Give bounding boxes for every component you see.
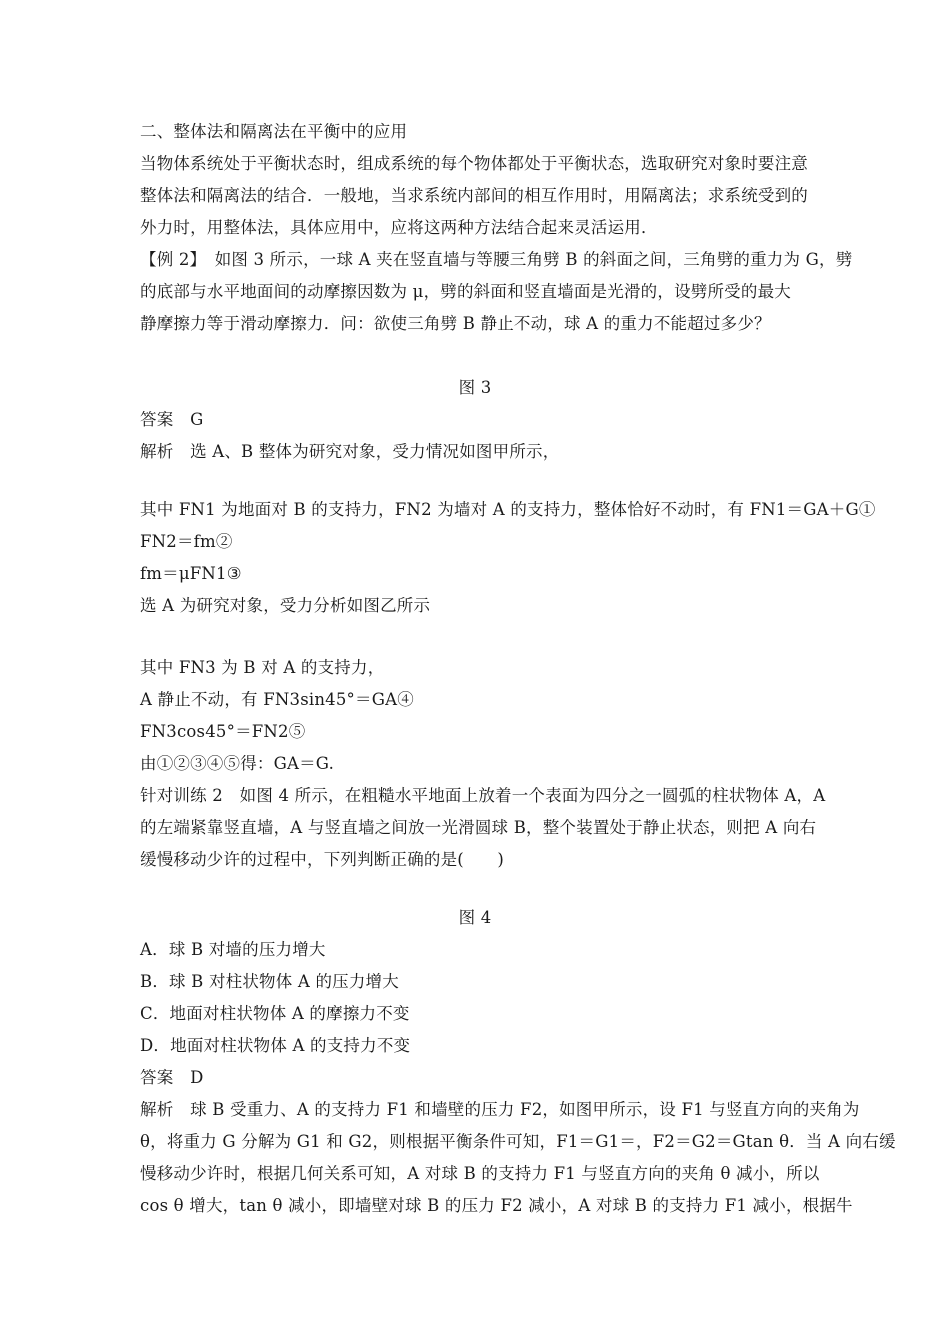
figure-3-caption: 图 3	[458, 378, 492, 397]
practice2-analysis-line-2: θ，将重力 G 分解为 G1 和 G2，则根据平衡条件可知，F1＝G1＝，F2＝G2＝Gtan θ．当 A 向右缓	[140, 1132, 896, 1151]
example2-equation-5: FN3cos45°＝FN2⑤	[140, 722, 306, 741]
option-d: D．地面对柱状物体 A 的支持力不变	[140, 1036, 411, 1055]
practice2-analysis-line-4: cos θ 增大，tan θ 减小，即墙壁对球 B 的压力 F2 减小，A 对球 B 的支持力 F1 减小，根据牛	[140, 1196, 853, 1215]
option-c: C．地面对柱状物体 A 的摩擦力不变	[140, 1004, 410, 1023]
example2-answer: 答案 G	[140, 410, 204, 429]
example2-analysis-line-5: 选 A 为研究对象，受力分析如图乙所示	[140, 596, 431, 615]
example2-equation-2: FN2＝fm②	[140, 532, 233, 551]
practice2-answer: 答案 D	[140, 1068, 204, 1087]
example2-question-line-2: 的底部与水平地面间的动摩擦因数为 μ，劈的斜面和竖直墙面是光滑的，设劈所受的最大	[140, 282, 791, 301]
practice2-analysis-line-1: 解析 球 B 受重力、A 的支持力 F1 和墙壁的压力 F2，如图甲所示，设 F1 与竖直方向的夹角为	[140, 1100, 860, 1119]
intro-line-2: 整体法和隔离法的结合．一般地，当求系统内部间的相互作用时，用隔离法；求系统受到的	[140, 186, 808, 205]
practice2-question-line-2: 的左端紧靠竖直墙，A 与竖直墙之间放一光滑圆球 B，整个装置处于静止状态，则把 A 向右	[140, 818, 817, 837]
example2-result: 由①②③④⑤得：GA＝G.	[140, 754, 335, 773]
practice2-question-line-1: 针对训练 2 如图 4 所示，在粗糙水平地面上放着一个表面为四分之一圆弧的柱状物体 A，A	[140, 786, 826, 805]
example2-question-line-1: 【例 2】 如图 3 所示，一球 A 夹在竖直墙与等腰三角劈 B 的斜面之间，三角劈的重力为 G，劈	[140, 250, 853, 269]
section-heading: 二、整体法和隔离法在平衡中的应用	[140, 122, 408, 141]
option-b: B．球 B 对柱状物体 A 的压力增大	[140, 972, 399, 991]
intro-line-1: 当物体系统处于平衡状态时，组成系统的每个物体都处于平衡状态，选取研究对象时要注意	[140, 154, 808, 173]
example2-equation-3: fm＝μFN1③	[140, 564, 242, 583]
option-a: A．球 B 对墙的压力增大	[140, 940, 326, 959]
practice2-analysis-line-3: 慢移动少许时，根据几何关系可知，A 对球 B 的支持力 F1 与竖直方向的夹角 θ 减小，所以	[140, 1164, 820, 1183]
example2-analysis-line-2: 其中 FN1 为地面对 B 的支持力，FN2 为墙对 A 的支持力，整体恰好不动时，有 FN1＝GA＋G①	[140, 500, 876, 519]
example2-analysis-line-1: 解析 选 A、B 整体为研究对象，受力情况如图甲所示，	[140, 442, 560, 461]
practice2-question-line-3: 缓慢移动少许的过程中，下列判断正确的是( )	[140, 850, 504, 869]
intro-line-3: 外力时，用整体法，具体应用中，应将这两种方法结合起来灵活运用．	[140, 218, 658, 237]
example2-question-line-3: 静摩擦力等于滑动摩擦力．问：欲使三角劈 B 静止不动，球 A 的重力不能超过多少？	[140, 314, 771, 333]
example2-analysis-line-6: 其中 FN3 为 B 对 A 的支持力，	[140, 658, 385, 677]
figure-4-caption: 图 4	[458, 908, 492, 927]
example2-equation-4: A 静止不动，有 FN3sin45°＝GA④	[140, 690, 414, 709]
